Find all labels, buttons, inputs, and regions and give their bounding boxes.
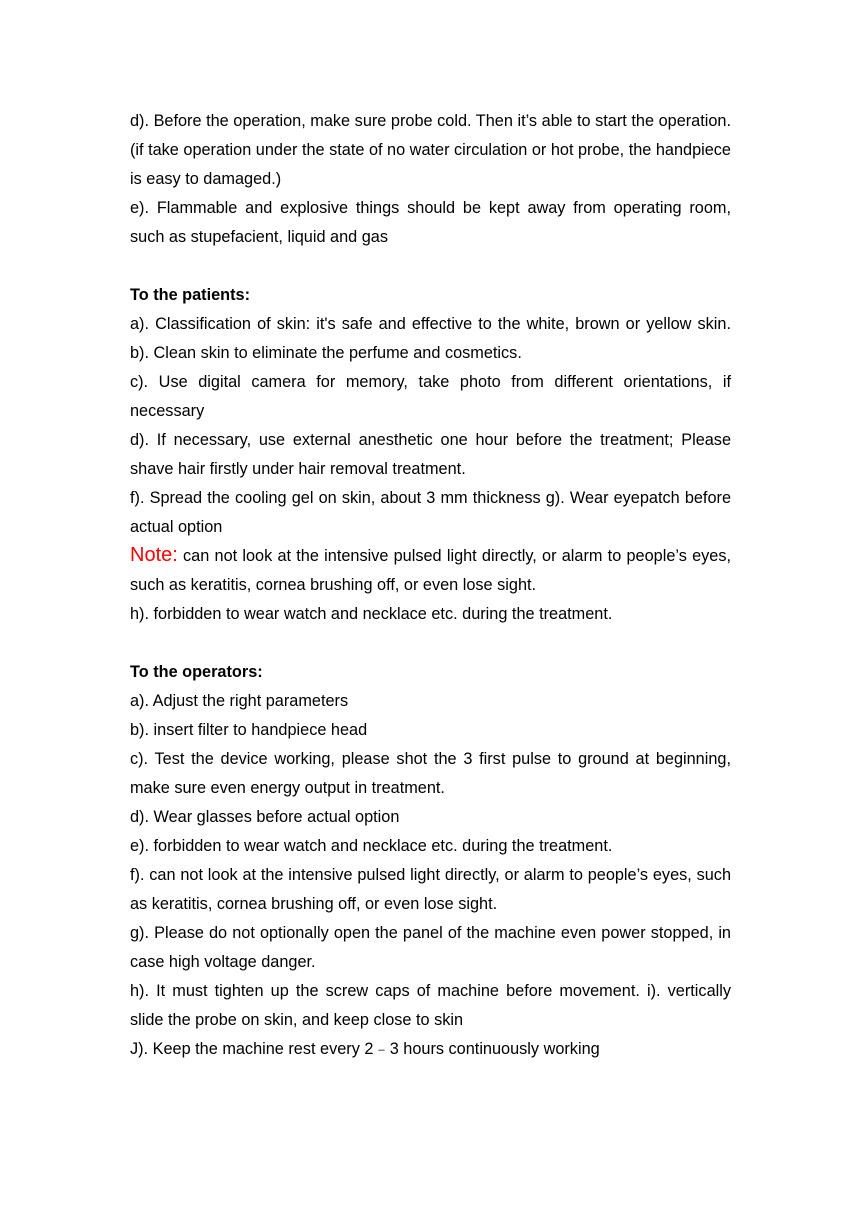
patients-item-d: d). If necessary, use external anesthetic one hour before the treatment; Please shave hair firstly under hair removal treatment. bbox=[130, 431, 731, 478]
patients-note bbox=[130, 542, 731, 600]
operators-item-e: e). forbidden to wear watch and necklace etc. during the treatment. bbox=[130, 837, 613, 855]
operators-item-g: g). Please do not optionally open the panel of the machine even power stopped, in case high voltage danger. bbox=[130, 924, 731, 971]
operators-item-h: h). It must tighten up the screw caps of machine before movement. i). vertically slide the probe on skin, and keep close to skin bbox=[130, 982, 731, 1029]
section-spacer bbox=[130, 629, 731, 658]
patients-heading: To the patients: bbox=[130, 286, 250, 304]
patients-item-c: c). Use digital camera for memory, take photo from different orientations, if necessary bbox=[130, 373, 731, 420]
operators-item-j: J). Keep the machine rest every 2﹣3 hours continuously working bbox=[130, 1040, 600, 1058]
patients-item-f: f). Spread the cooling gel on skin, about 3 mm thickness g). Wear eyepatch before actual option bbox=[130, 489, 731, 536]
operators-item-c: c). Test the device working, please shot the 3 first pulse to ground at beginning, make sure even energy output in treatment. bbox=[130, 750, 731, 797]
patients-item-a: a). Classification of skin: it's safe and effective to the white, brown or yellow skin. b). Clean skin to eliminate the perfume and cosmetics. bbox=[130, 315, 731, 362]
operators-item-d: d). Wear glasses before actual option bbox=[130, 808, 400, 826]
operators-item-b: b). insert filter to handpiece head bbox=[130, 721, 368, 739]
section-spacer bbox=[130, 252, 731, 281]
intro-paragraph-d: d). Before the operation, make sure probe cold. Then it’s able to start the operation. (if take operation under the state of no water circulation or hot probe, the handpiece is easy to damaged.) bbox=[130, 112, 731, 188]
note-label: Note: bbox=[130, 544, 178, 566]
note-text: can not look at the intensive pulsed light directly, or alarm to people’s eyes, such as keratitis, cornea brushing off, or even lose sight. bbox=[130, 547, 731, 594]
operators-item-a: a). Adjust the right parameters bbox=[130, 692, 349, 710]
intro-paragraph-e: e). Flammable and explosive things should be kept away from operating room, such as stupefacient, liquid and gas bbox=[130, 199, 731, 246]
patients-item-h: h). forbidden to wear watch and necklace etc. during the treatment. bbox=[130, 605, 613, 623]
operators-heading: To the operators: bbox=[130, 663, 263, 681]
operators-item-f: f). can not look at the intensive pulsed light directly, or alarm to people’s eyes, such as keratitis, cornea brushing off, or even lose sight. bbox=[130, 866, 731, 913]
document-page bbox=[130, 107, 731, 1064]
